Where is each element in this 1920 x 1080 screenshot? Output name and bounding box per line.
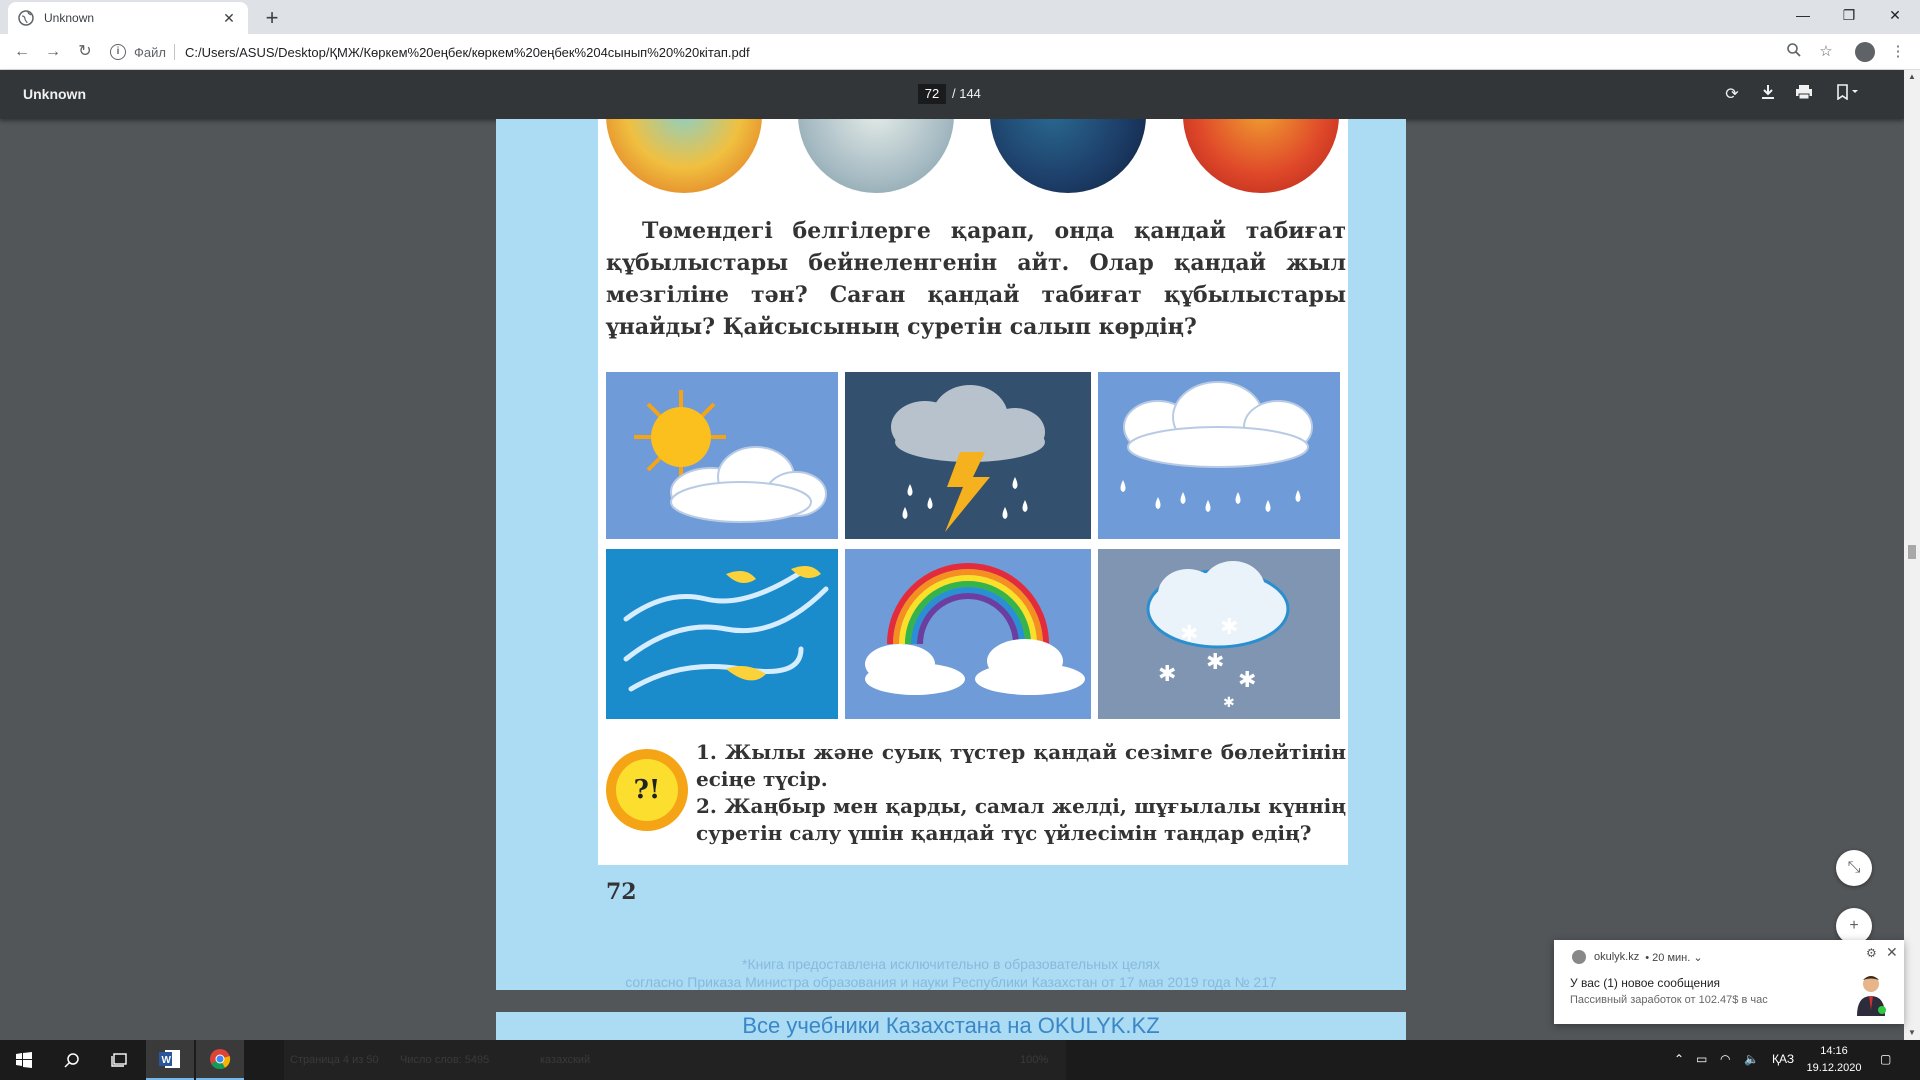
svg-text:✱: ✱: [1223, 695, 1235, 711]
questions-list: [696, 739, 1346, 847]
okulyk-banner: Все учебники Казахстана на OKULYK.KZ: [742, 1013, 1160, 1038]
word-app-icon[interactable]: [146, 1040, 194, 1080]
notice-line-1: *Книга предоставлена исключительно в образовательных целях: [742, 956, 1160, 972]
word-page-status: Страница 4 из 50: [290, 1054, 379, 1066]
sun-cloud-weather-icon: [606, 372, 838, 539]
word-zoom: 100%: [1020, 1054, 1049, 1066]
browser-tab[interactable]: [8, 2, 248, 34]
question-badge: [606, 749, 688, 831]
push-notification[interactable]: [1554, 940, 1904, 1024]
search-icon[interactable]: [48, 1040, 96, 1080]
chrome-app-icon[interactable]: [196, 1040, 244, 1080]
tab-close-icon[interactable]: ✕: [223, 9, 235, 26]
notification-title: У вас (1) новое сообщения: [1570, 976, 1721, 990]
scroll-up-icon[interactable]: ▲: [1908, 72, 1916, 81]
settings-gear-icon[interactable]: ⚙: [1866, 946, 1877, 960]
red-color-circle-image: [1183, 119, 1339, 193]
pdf-title: Unknown: [23, 86, 86, 102]
svg-text:✱: ✱: [1220, 615, 1239, 640]
language-indicator[interactable]: ҚАЗ: [1772, 1052, 1795, 1066]
menu-dots-icon[interactable]: ⋮: [1890, 43, 1906, 60]
thunderstorm-weather-icon: [845, 372, 1091, 539]
chrome-icon: [1572, 950, 1586, 964]
fit-page-icon[interactable]: ⤡: [1836, 850, 1872, 886]
page-total: / 144: [952, 86, 981, 101]
page-notice: [496, 955, 1406, 990]
wifi-icon[interactable]: ◠: [1720, 1052, 1731, 1066]
browser-toolbar: [0, 34, 1920, 70]
forward-arrow-icon[interactable]: →: [45, 43, 61, 60]
vertical-scrollbar[interactable]: [1904, 70, 1920, 1040]
page-number-input[interactable]: 72: [918, 84, 946, 104]
svg-text:✱: ✱: [1206, 650, 1225, 675]
windows-taskbar: [0, 1040, 1920, 1080]
globe-icon: [18, 10, 34, 26]
question-2: 2. Жаңбыр мен қарды, самал желді, шұғылалы күннің суретін салу үшін қандай түс үйлесімін таңдар едің?: [696, 794, 1346, 845]
person-avatar-icon: [1854, 974, 1888, 1016]
rain-cloud-weather-icon: [1098, 372, 1340, 539]
address-scheme: Файл: [134, 44, 166, 60]
svg-text:✱: ✱: [1180, 622, 1199, 647]
wind-weather-icon: [606, 549, 838, 719]
word-word-count: Число слов: 5495: [400, 1054, 490, 1066]
scroll-thumb[interactable]: [1908, 545, 1916, 559]
volume-icon[interactable]: 🔈: [1744, 1052, 1759, 1066]
svg-text:✱: ✱: [1238, 668, 1257, 693]
question-1: 1. Жылы және суық түстер қандай сезімге бөлейтінін есіңе түсір.: [696, 740, 1346, 791]
system-clock[interactable]: [1804, 1043, 1864, 1077]
clock-time: 14:16: [1820, 1045, 1848, 1057]
address-bar[interactable]: [110, 39, 1810, 65]
back-arrow-icon[interactable]: ←: [14, 43, 30, 60]
word-language: казахский: [540, 1054, 591, 1066]
info-icon[interactable]: i: [110, 44, 126, 60]
bookmark-menu-icon[interactable]: [1835, 84, 1857, 106]
notification-body: Пассивный заработок от 102.47$ в час: [1570, 994, 1768, 1006]
tray-chevron-icon[interactable]: ⌃: [1674, 1052, 1685, 1066]
action-center-icon[interactable]: ▢: [1880, 1052, 1892, 1066]
grey-color-circle-image: [798, 119, 954, 193]
notice-line-2: согласно Приказа Министра образования и науки Республики Казахстан от 17 мая 2019 года № 217: [625, 974, 1277, 990]
address-separator: [174, 44, 175, 60]
question-badge-symbol: ?!: [616, 759, 678, 821]
snow-cloud-weather-icon: [1098, 549, 1340, 719]
restore-button[interactable]: ❐: [1842, 7, 1856, 23]
close-window-button[interactable]: ✕: [1889, 7, 1901, 23]
rotate-icon[interactable]: ⟳: [1725, 86, 1739, 103]
notification-time: • 20 мин. ⌄: [1645, 951, 1703, 964]
blue-color-circle-image: [990, 119, 1146, 193]
reload-icon[interactable]: ↻: [78, 43, 92, 60]
windows-start-icon[interactable]: [0, 1040, 48, 1080]
next-pdf-page: [496, 1012, 1406, 1040]
clock-date: 19.12.2020: [1806, 1062, 1862, 1074]
word-status-bar-ghost: [284, 1040, 1066, 1080]
battery-icon[interactable]: ▭: [1696, 1052, 1708, 1066]
profile-avatar-icon[interactable]: [1855, 42, 1875, 62]
pdf-toolbar: [0, 70, 1904, 119]
tab-title: Unknown: [44, 11, 95, 25]
bookmark-star-icon[interactable]: ☆: [1819, 43, 1833, 60]
printed-page-number: 72: [606, 879, 637, 905]
svg-text:✱: ✱: [1158, 662, 1177, 687]
print-icon[interactable]: [1793, 84, 1815, 106]
notification-site: okulyk.kz: [1594, 951, 1640, 963]
notification-close-icon[interactable]: ✕: [1886, 944, 1898, 960]
task-view-icon[interactable]: [96, 1040, 144, 1080]
pdf-page: [496, 119, 1406, 990]
task-paragraph: Төмендегі белгілерге қарап, онда қандай табиғат құбылыстары бейнеленгенін айт. Олар қандай жыл мезгіліне тән? Саған қандай табиғат құбылыстары ұнайды? Қайсысының суретін салып көрдің?: [606, 218, 1346, 340]
scroll-down-icon[interactable]: ▼: [1908, 1028, 1916, 1037]
tab-strip: [0, 0, 1920, 34]
zoom-in-icon[interactable]: +: [1836, 908, 1872, 944]
new-tab-button[interactable]: +: [265, 5, 279, 30]
rainbow-weather-icon: [845, 549, 1091, 719]
svg-text:W: W: [161, 1055, 171, 1066]
minimize-button[interactable]: —: [1796, 7, 1810, 23]
zoom-icon[interactable]: [1784, 42, 1804, 62]
page-content: [598, 119, 1348, 865]
warm-color-circle-image: [606, 119, 762, 193]
address-url[interactable]: C:/Users/ASUS/Desktop/ҚМЖ/Көркем%20еңбек/көркем%20еңбек%204сынып%20%20кітап.pdf: [184, 44, 750, 60]
download-icon[interactable]: [1757, 84, 1779, 106]
notification-source: [1572, 950, 1703, 964]
